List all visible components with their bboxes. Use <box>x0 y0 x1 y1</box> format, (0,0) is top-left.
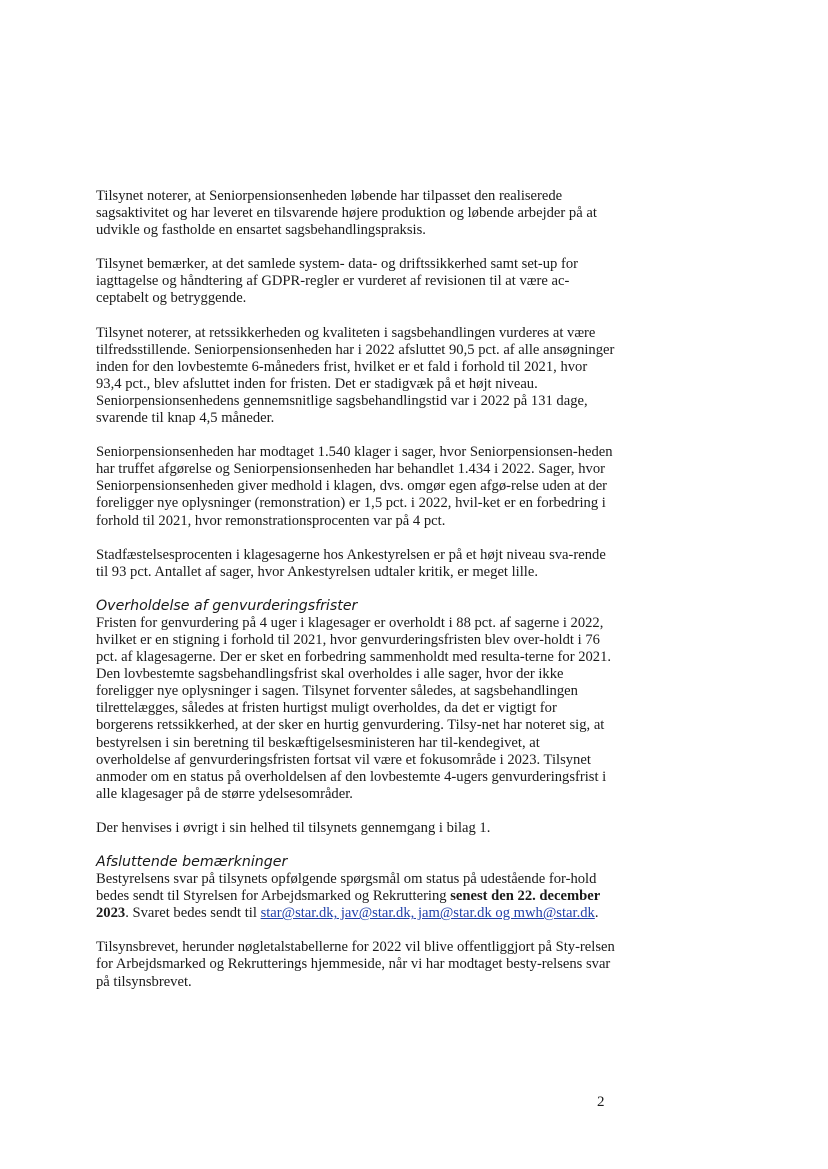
paragraph-text: Tilsynet bemærker, at det samlede system- data- og driftssikkerhed samt set-up for iagttagelse og håndtering af GDPR-regler er vurderet af revisionen til at være ac-ceptabelt og betryggende. <box>96 256 578 307</box>
paragraph-text: Tilsynet noterer, at Seniorpensionsenheden løbende har tilpasset den realiserede sagsaktivitet og har leveret en tilsvarende højere produktion og løbende arbejder på at udvikle og fastholde en ensartet sagsbehandlingspraksis. <box>96 188 597 239</box>
deadline-date: senest den 22. december 2023 <box>96 888 600 922</box>
paragraph-text: Tilsynsbrevet, herunder nøgletalstabellerne for 2022 vil blive offentliggjort på Sty-relsen for Arbejdsmarked og Rekrutterings hjemmeside, når vi har modtaget besty-relsens svar på tilsynsbrevet. <box>96 939 615 990</box>
paragraph-text: Tilsynet noterer, at retssikkerheden og kvaliteten i sagsbehandlingen vurderes at være tilfredsstillende. Seniorpensionsenheden har i 2022 afsluttet 90,5 pct. af alle ansøgninger inden for den lovbestemte 6-måneders frist, hvilket er et fald i forhold til 2021, hvor 93,4 pct., blev afsluttet inden for fristen. Det er stadigvæk på et højt niveau. Seniorpensionsenhedens gennemsnitlige sagsbehandlingstid var i 2022 på 131 dage, svarende til knap 4,5 måneder. <box>96 324 615 427</box>
paragraph-legal-certainty <box>96 325 616 428</box>
paragraph-reference <box>96 820 616 837</box>
paragraph-text: Seniorpensionsenheden har modtaget 1.540 klager i sager, hvor Seniorpensionsen-heden har truffet afgørelse og Seniorpensionsenheden har behandlet 1.434 i 2022. Sager, hvor Seniorpensionsenheden giver medhold i klagen, dvs. omgør egen afgø-relse uden at der foreligger nye oplysninger (remonstration) er 1,5 pct. i 2022, hvil-ket er en forbedring i forhold til 2021, hvor remonstrationsprocenten var på 4 pct. <box>96 444 613 529</box>
section-heading-reassessment: Overholdelse af genvurderingsfrister <box>96 597 358 614</box>
document-body <box>96 188 616 1008</box>
paragraph-text: . Svaret bedes sendt til <box>125 905 261 922</box>
paragraph-reassessment <box>96 615 616 803</box>
paragraph-text: Stadfæstelsesprocenten i klagesagerne hos Ankestyrelsen er på et højt niveau sva-rende til 93 pct. Antallet af sager, hvor Ankestyrelsen udtaler kritik, er meget lille. <box>96 546 606 580</box>
paragraph-text: Bestyrelsens svar på tilsynets opfølgende spørgsmål om status på udestående for-hold bedes sendt til Styrelsen for Arbejdsmarked og Rekruttering <box>96 871 597 905</box>
paragraph-text: Der henvises i øvrigt i sin helhed til tilsynets gennemgang i bilag 1. <box>96 819 491 836</box>
paragraph-complaints <box>96 444 616 529</box>
paragraph-production <box>96 188 616 239</box>
paragraph-publication <box>96 939 616 990</box>
section-heading-closing: Afsluttende bemærkninger <box>96 854 288 870</box>
paragraph-response-request <box>96 871 616 922</box>
paragraph-text: . <box>594 905 599 922</box>
paragraph-text: Fristen for genvurdering på 4 uger i klagesager er overholdt i 88 pct. af sagerne i 2022, hvilket er en stigning i forhold til 2021, hvor genvurderingsfristen blev over-holdt i 76 pct. af klagesagerne. Der er sket en forbedring sammenholdt med resulta-terne for 2021. Den lovbestemte sagsbehandlingsfrist skal overholdes i alle sager, hvor der ikke foreligger nye oplysninger i sagen. Tilsynet forventer således, at sagsbehandlingen tilrettelægges, således at fristen hurtigst muligt overholdes, da det er vigtigt for borgerens retssikkerhed, at der sker en hurtig genvurdering. Tilsy-net har noteret sig, at bestyrelsen i sin beretning til beskæftigelsesministeren har til-kendegivet, at overholdelse af genvurderingsfristen fortsat vil være et fokusområde i 2023. Tilsynet anmoder om en status på overholdelsen af den lovbestemte 4-ugers genvurderingsfrist i alle klagesager på de større ydelsesområder. <box>96 614 612 802</box>
paragraph-confirmation-rate <box>96 547 616 581</box>
page-number: 2 <box>597 1094 605 1110</box>
paragraph-security <box>96 256 616 307</box>
email-links[interactable]: star@star.dk, jav@star.dk, jam@star.dk og mwh@star.dk <box>260 905 595 922</box>
